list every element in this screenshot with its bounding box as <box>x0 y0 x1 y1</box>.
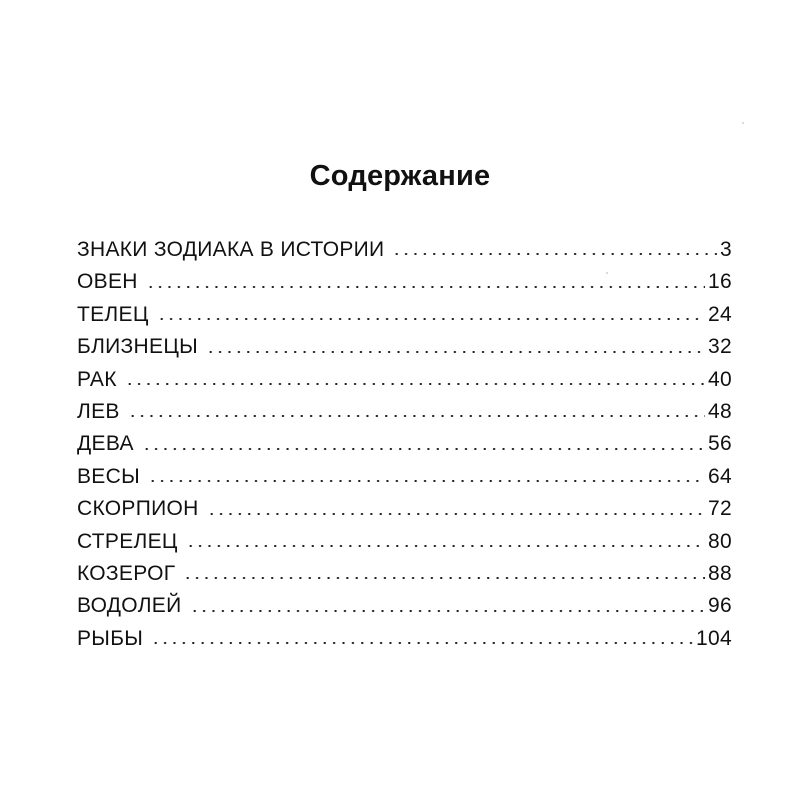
toc-entry-label: ЗНАКИ ЗОДИАКА В ИСТОРИИ <box>77 238 385 261</box>
dot-leader <box>206 351 705 353</box>
dot-leader <box>146 286 705 288</box>
toc-entry-page: 40 <box>708 367 732 391</box>
toc-entry-page: 3 <box>720 238 732 261</box>
toc-entry-page: 72 <box>708 497 732 521</box>
toc-entry[interactable] <box>77 428 732 460</box>
toc-entry-page: 32 <box>708 335 732 359</box>
toc-entry[interactable] <box>77 396 732 428</box>
toc-entry-label: ВОДОЛЕЙ <box>77 594 182 618</box>
dot-leader <box>207 513 705 515</box>
toc-entry-page: 24 <box>708 302 732 326</box>
dot-leader <box>128 415 705 417</box>
dot-leader <box>392 253 717 255</box>
toc-entry-page: 96 <box>708 594 732 618</box>
toc-entry-label: КОЗЕРОГ <box>77 561 176 585</box>
toc-entry[interactable] <box>77 526 732 558</box>
toc-entry-page: 80 <box>708 529 732 553</box>
toc-entry[interactable] <box>77 364 732 396</box>
dot-leader <box>148 480 705 482</box>
toc-entry[interactable] <box>77 558 732 590</box>
table-of-contents <box>77 234 732 655</box>
toc-entry[interactable] <box>77 493 732 525</box>
toc-entry-label: РАК <box>77 367 117 391</box>
toc-entry-label: ДЕВА <box>77 432 134 456</box>
toc-entry-label: СКОРПИОН <box>77 497 199 521</box>
dot-leader <box>125 383 705 385</box>
paper-speck <box>742 122 744 124</box>
toc-entry[interactable] <box>77 590 732 622</box>
toc-entry-page: 88 <box>708 561 732 585</box>
toc-entry[interactable] <box>77 299 732 331</box>
toc-entry-page: 16 <box>708 270 732 294</box>
dot-leader <box>157 318 705 320</box>
toc-entry[interactable] <box>77 623 732 655</box>
toc-entry-label: СТРЕЛЕЦ <box>77 529 178 553</box>
toc-entry[interactable] <box>77 266 732 298</box>
dot-leader <box>186 545 705 547</box>
toc-entry-page: 56 <box>708 432 732 456</box>
toc-entry-page: 104 <box>696 626 732 650</box>
toc-entry-label: ТЕЛЕЦ <box>77 302 149 326</box>
page-title: Содержание <box>309 160 491 192</box>
toc-entry-label: РЫБЫ <box>77 626 144 650</box>
toc-entry-label: ОВЕН <box>77 270 138 294</box>
toc-entry[interactable] <box>77 331 732 363</box>
dot-leader <box>183 577 705 579</box>
toc-entry-page: 64 <box>708 464 732 488</box>
toc-entry-label: ЛЕВ <box>77 399 120 423</box>
toc-entry[interactable] <box>77 234 732 266</box>
dot-leader <box>142 448 705 450</box>
toc-entry[interactable] <box>77 461 732 493</box>
toc-entry-page: 48 <box>708 399 732 423</box>
toc-entry-label: БЛИЗНЕЦЫ <box>77 335 199 359</box>
dot-leader <box>190 610 706 612</box>
toc-entry-label: ВЕСЫ <box>77 464 140 488</box>
dot-leader <box>151 642 693 644</box>
